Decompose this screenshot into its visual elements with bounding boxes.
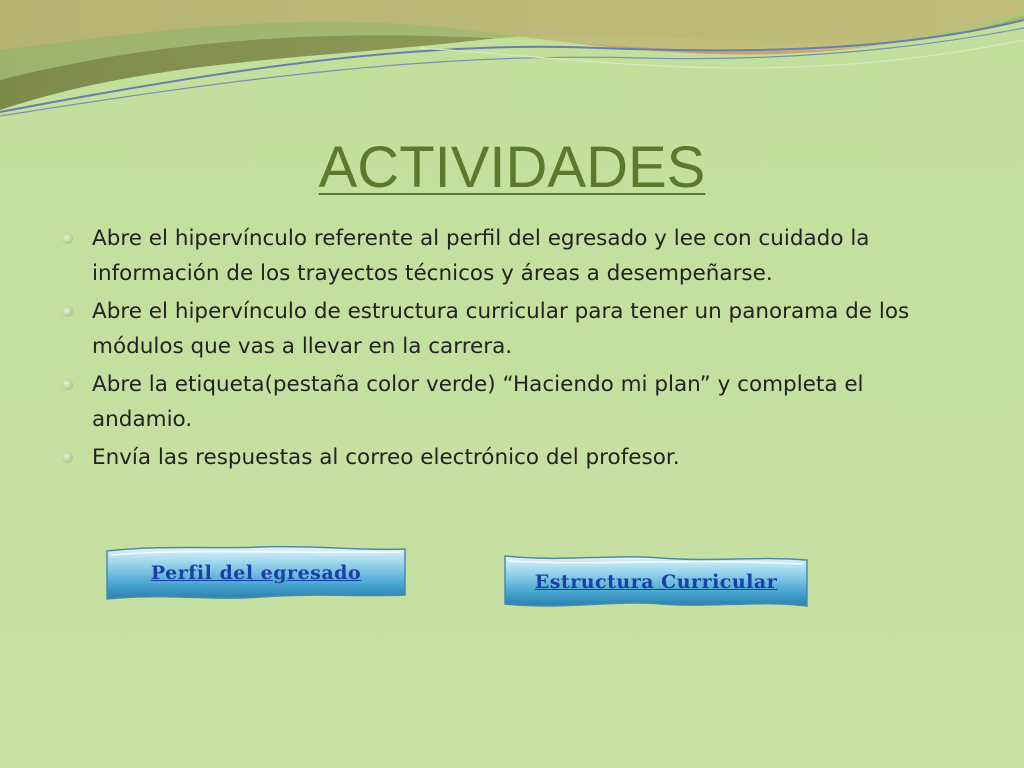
activities-list: [58, 221, 948, 478]
bullet-icon: [62, 306, 73, 317]
bullet-icon: [62, 233, 73, 244]
decorative-wave-header: [0, 0, 1024, 130]
list-item-text: Abre el hipervínculo de estructura curricular para tener un panorama de los módulos que vas a llevar en la carrera.: [92, 299, 910, 359]
list-item-text: Abre la etiqueta(pestaña color verde) “Haciendo mi plan” y completa el andamio.: [92, 372, 864, 432]
perfil-link-label: Perfil del egresado: [150, 562, 362, 584]
list-item: [58, 294, 948, 364]
perfil-del-egresado-link[interactable]: [101, 543, 411, 603]
list-item-text: Envía las respuestas al correo electrónico del profesor.: [92, 445, 680, 470]
list-item: [58, 440, 948, 475]
estructura-curricular-link[interactable]: [501, 552, 811, 612]
list-item: [58, 367, 948, 437]
estructura-link-label: Estructura Curricular: [534, 571, 778, 593]
slide-title: ACTIVIDADES: [318, 135, 706, 200]
list-item: [58, 221, 948, 291]
bullet-icon: [62, 452, 73, 463]
list-item-text: Abre el hipervínculo referente al perfil del egresado y lee con cuidado la información de los trayectos técnicos y áreas a desempeñarse.: [92, 226, 870, 286]
bullet-icon: [62, 379, 73, 390]
